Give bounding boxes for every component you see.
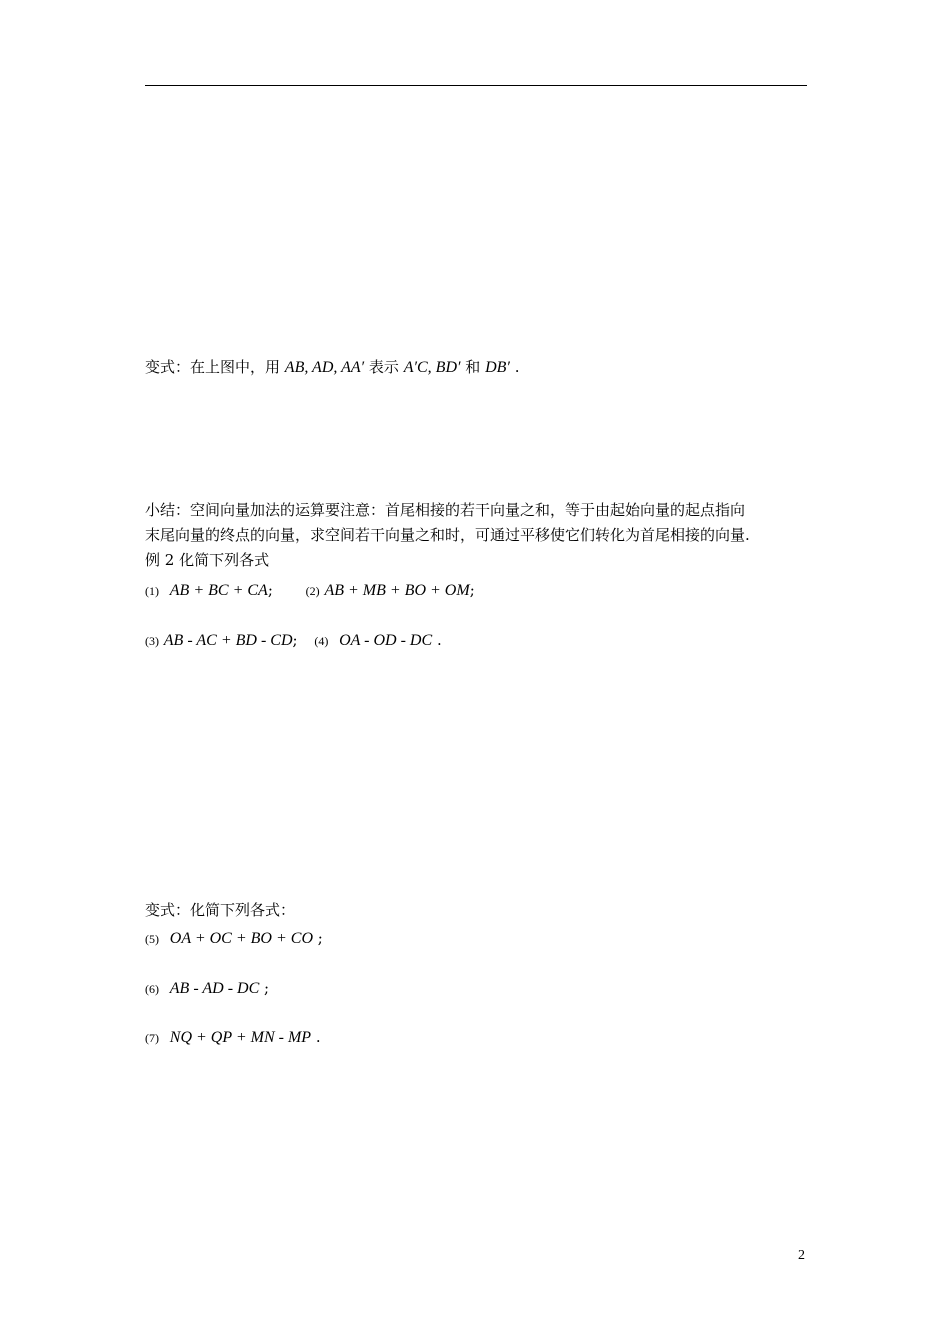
item-end: ; [264,979,270,997]
item-number: (4) [314,634,329,648]
page-number: 2 [798,1248,805,1263]
item-number: (5) [145,932,159,946]
variant-1-line [145,356,519,379]
item-end: ; [317,929,323,947]
variant-1-target-vectors: A′C, BD′ [403,359,461,376]
item-number: (3) [145,634,159,648]
item-expression: NQ + QP + MN - MP [169,1029,312,1046]
item-end: ; [292,631,298,649]
example-2-row-2 [145,629,442,652]
item-expression: AB - AD - DC [169,980,260,997]
example-2-title: 例 2 化简下列各式 [145,551,270,569]
variant-1-end: . [514,358,520,376]
item-expression: AB + MB + BO + OM [324,582,470,599]
variant-1-given-vectors: AB, AD, AA′ [284,359,365,376]
item-number: (6) [145,982,159,996]
item-end: ; [469,581,475,599]
item-number: (2) [305,584,320,598]
item-end: ; [267,581,273,599]
variant-2-item-7 [145,1026,321,1049]
item-expression: OA - OD - DC [339,632,433,649]
variant-1-last-vector: DB′ [485,359,510,376]
summary-line-2: 末尾向量的终点的向量，求空间若干向量之和时，可通过平移使它们转化为首尾相接的向量. [145,526,750,544]
item-expression: AB + BC + CA [169,582,268,599]
header-rule [145,85,807,86]
variant-2-item-6 [145,977,269,1000]
example-2-row-1 [145,579,475,602]
item-number: (1) [145,584,159,598]
variant-1-and: 和 [465,358,481,376]
variant-1-prefix: 变式：在上图中，用 [145,358,281,376]
item-end: . [436,631,442,649]
item-expression: OA + OC + BO + CO [169,930,313,947]
summary-line-1: 小结：空间向量加法的运算要注意：首尾相接的若干向量之和，等于由起始向量的起点指向 [145,501,746,519]
variant-2-item-5 [145,927,323,950]
item-number: (7) [145,1031,159,1045]
item-expression: AB - AC + BD - CD [163,632,293,649]
variant-1-middle: 表示 [368,358,399,376]
variant-2-title: 变式：化简下列各式： [145,901,296,919]
item-end: . [315,1028,321,1046]
